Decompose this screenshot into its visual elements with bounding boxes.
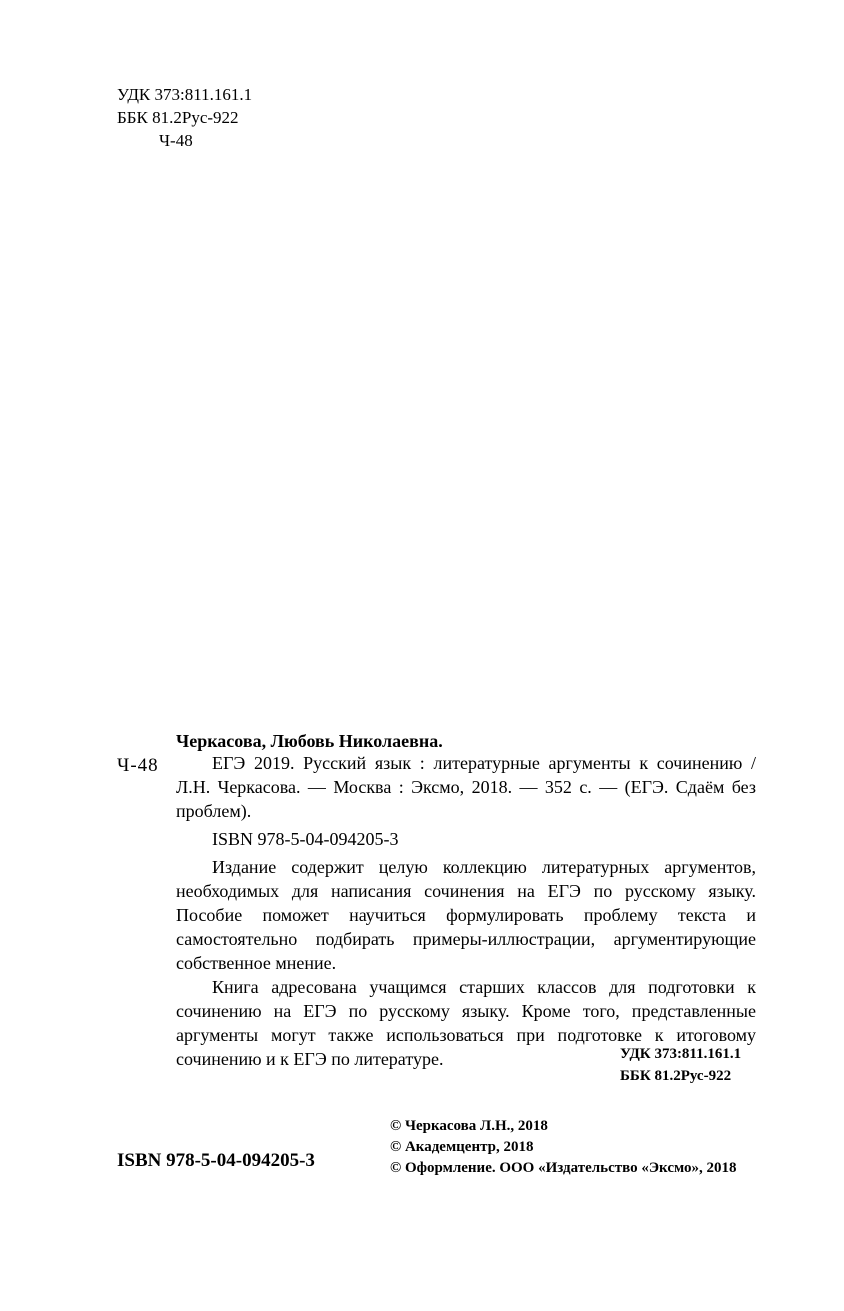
copyright-block <box>390 1116 737 1179</box>
author-heading: Черкасова, Любовь Николаевна. <box>176 731 443 751</box>
top-classification-codes <box>117 83 252 152</box>
author-mark-margin: Ч-48 <box>117 755 159 776</box>
annotation-paragraph-1: Издание содержит целую коллекцию литературных аргументов, необходимых для написания сочинения на ЕГЭ по русскому языку. Пособие поможет научиться формулировать проблему текста и самостоятельно подбирать примеры-иллюстрации, аргументирующие собственное мнение. <box>176 857 756 973</box>
copyright-design: © Оформление. ООО «Издательство «Эксмо», 2018 <box>390 1160 737 1176</box>
bbk-code: ББК 81.2Рус-922 <box>117 108 239 127</box>
udk-code: УДК 373:811.161.1 <box>117 85 253 104</box>
bbk-code-right: ББК 81.2Рус-922 <box>620 1068 732 1084</box>
isbn-bottom: ISBN 978-5-04-094205-3 <box>117 1150 315 1171</box>
copyright-academcenter: © Академцентр, 2018 <box>390 1139 534 1155</box>
annotation-paragraph-2: Книга адресована учащимся старших классов для подготовки к сочинению на ЕГЭ по русскому языку. Кроме того, представленные аргументы могут также использоваться при подготовке к итоговому сочинению и к ЕГЭ по литературе. <box>176 977 756 1069</box>
author-mark: Ч-48 <box>159 131 193 150</box>
annotation <box>176 855 756 1071</box>
classification-codes-right <box>620 1043 741 1087</box>
bibliographic-description <box>176 751 756 823</box>
isbn-inline: ISBN 978-5-04-094205-3 <box>212 829 399 849</box>
copyright-author: © Черкасова Л.Н., 2018 <box>390 1118 548 1134</box>
udk-code-right: УДК 373:811.161.1 <box>620 1046 742 1062</box>
bibliographic-text: ЕГЭ 2019. Русский язык : литературные аргументы к сочинению / Л.Н. Черкасова. — Москва : Эксмо, 2018. — 352 с. — (ЕГЭ. Сдаём без проблем). <box>176 753 756 821</box>
